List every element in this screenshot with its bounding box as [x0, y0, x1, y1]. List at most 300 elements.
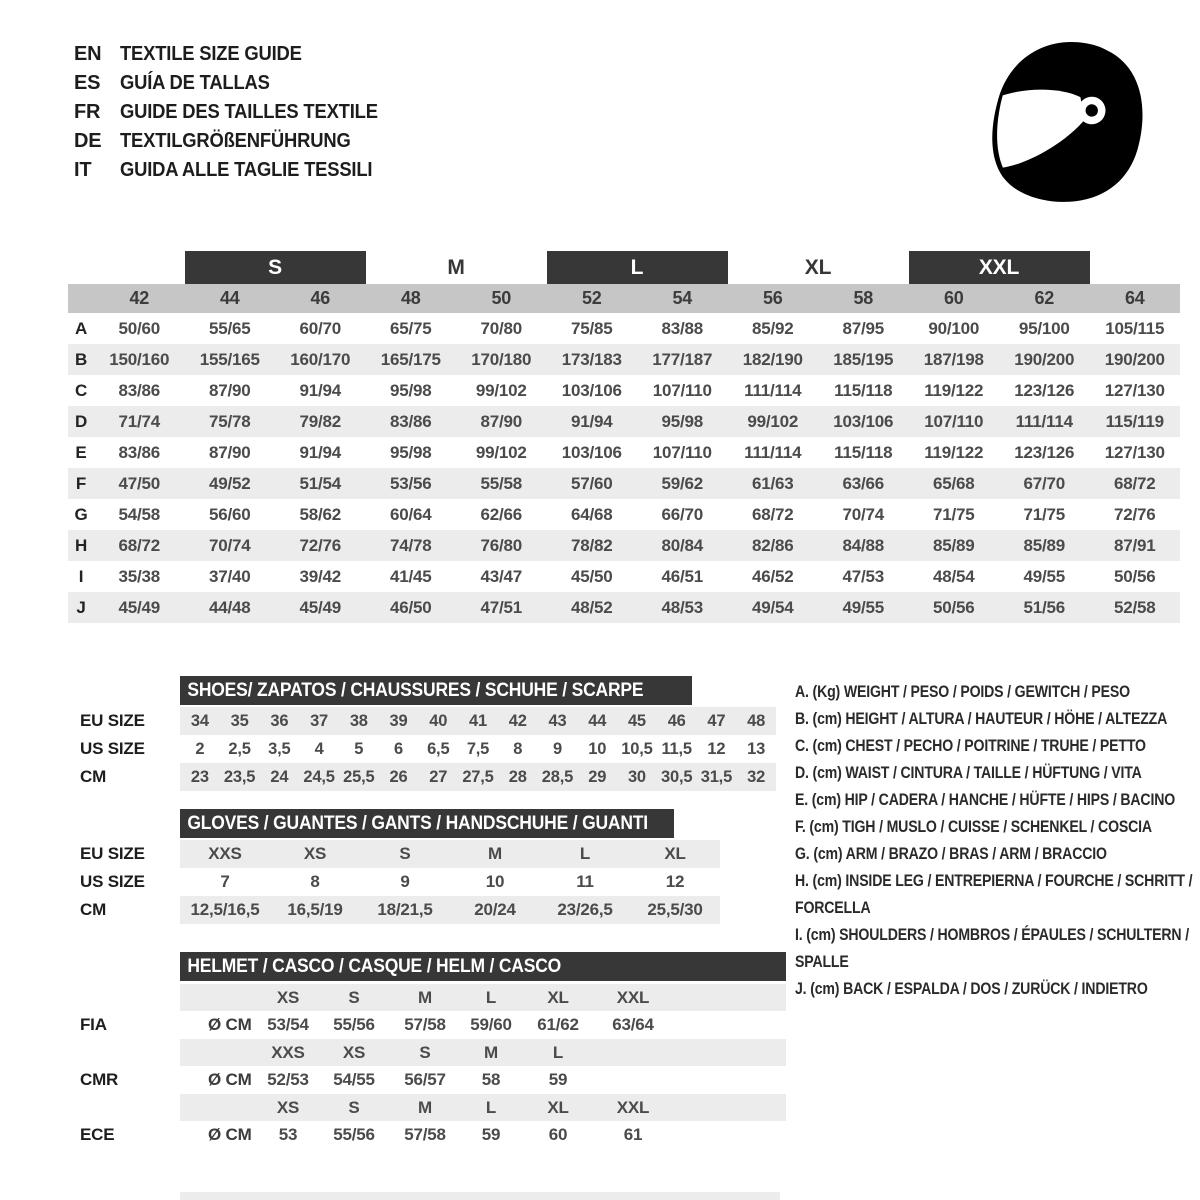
helmet-size-cell: 59 [481, 1125, 501, 1144]
gloves-size-cell: L [579, 844, 591, 863]
helmet-size-cell: 63/64 [612, 1015, 654, 1034]
helmet-size-cell: L [485, 987, 497, 1007]
size-number: 60 [943, 288, 964, 308]
measurement-cell: 45/49 [118, 597, 161, 617]
shoes-size-cell: 48 [747, 711, 766, 730]
measurement-row-label: A [74, 318, 88, 338]
measurement-cell: 87/95 [842, 318, 885, 338]
measurement-cell: 107/110 [652, 380, 712, 400]
measurement-cell: 83/86 [118, 442, 161, 462]
shoes-size-cell: 24,5 [303, 767, 335, 786]
shoes-size-cell: 38 [349, 711, 368, 730]
shoes-size-cell: 41 [469, 711, 487, 730]
measurement-row-values [94, 443, 1180, 463]
shoes-size-cell: 34 [190, 711, 209, 730]
size-number: 56 [762, 288, 783, 308]
measurement-cell: 127/130 [1104, 442, 1165, 462]
helmet-cmr-label: CMR [80, 1070, 119, 1089]
measurement-cell: 82/86 [751, 535, 794, 555]
measurement-cell: 187/198 [923, 349, 984, 369]
size-number: 50 [491, 288, 512, 308]
measurement-cell: 55/65 [208, 318, 251, 338]
measurement-cell: 45/49 [299, 597, 342, 617]
measurement-row [68, 561, 1180, 592]
shoes-size-cell: 8 [513, 739, 523, 758]
measurement-cell: 58/62 [299, 504, 342, 524]
shoes-size-cell: 6 [394, 739, 404, 758]
helmet-table-title: HELMET / CASCO / CASQUE / HELM / CASCO [187, 955, 562, 977]
measurement-cell: 52/58 [1113, 597, 1156, 617]
helmet-size-cell: M [418, 987, 432, 1007]
helmet-size-cell: S [419, 1042, 431, 1062]
shoes-size-cell: 3,5 [268, 739, 291, 758]
gloves-size-cell: 7 [220, 872, 230, 891]
measurement-cell: 44/48 [208, 597, 251, 617]
size-s-header: S [185, 251, 366, 284]
measurement-cell: 111/114 [1015, 411, 1073, 431]
measurement-cell: 115/119 [1105, 411, 1164, 431]
measurement-cell: 45/50 [570, 566, 613, 586]
gloves-size-cell: XXS [208, 844, 242, 863]
shoes-size-cell: 7,5 [466, 739, 490, 758]
measurement-row-label: F [75, 473, 87, 493]
gloves-table-header [180, 809, 674, 838]
language-title: TEXTILGRÖßENFÜHRUNG [120, 130, 351, 152]
measurement-row-values [94, 598, 1180, 618]
measurement-cell: 78/82 [570, 535, 613, 555]
size-number: 52 [581, 288, 602, 308]
language-title: GUIDE DES TAILLES TEXTILE [120, 101, 378, 123]
gloves-size-cell: 16,5/19 [287, 900, 343, 919]
measurement-cell: 111/114 [744, 442, 802, 462]
helmet-size-cell: 52/53 [267, 1070, 309, 1089]
shoes-size-cell: 28 [508, 767, 527, 786]
helmet-fia-sizes-row [180, 984, 786, 1011]
language-title-block [74, 40, 400, 185]
diameter-cm-label: Ø CM [208, 1125, 252, 1144]
shoes-size-cell: 44 [588, 711, 607, 730]
shoes-size-cell: 47 [707, 711, 726, 730]
size-xxl-header: XXL [909, 251, 1090, 284]
legend-item: D. (cm) WAIST / CINTURA / TAILLE / HÜFTUNG / VITA [795, 763, 1142, 782]
measurement-cell: 107/110 [652, 442, 712, 462]
measurement-cell: 103/106 [561, 442, 622, 462]
shoes-cm-row [180, 763, 776, 791]
gloves-size-cell: 12,5/16,5 [190, 900, 260, 919]
measurement-cell: 50/60 [118, 318, 161, 338]
shoes-size-cell: 32 [747, 767, 766, 786]
measurement-cell: 46/51 [661, 566, 704, 586]
helmet-size-cell: XL [547, 987, 569, 1007]
measurement-rows [68, 313, 1180, 623]
gloves-size-cell: M [488, 844, 502, 863]
measurement-cell: 95/98 [661, 411, 704, 431]
measurement-cell: 105/115 [1105, 318, 1165, 338]
measurement-cell: 46/50 [389, 597, 432, 617]
gloves-eu-size-row [180, 840, 720, 868]
measurement-cell: 57/60 [570, 473, 613, 493]
measurement-cell: 127/130 [1104, 380, 1165, 400]
legend-item: J. (cm) BACK / ESPALDA / DOS / ZURÜCK / INDIETRO [795, 979, 1148, 998]
helmet-size-cell: 61/62 [537, 1015, 579, 1034]
measurement-cell: 85/89 [1023, 535, 1066, 555]
measurement-row-values [94, 381, 1180, 401]
gloves-cm-label: CM [80, 900, 107, 919]
helmet-ece-values-row [180, 1121, 786, 1149]
measurement-row-label: H [74, 535, 88, 555]
language-code: DE [74, 130, 102, 152]
shoes-size-cell: 27,5 [462, 767, 494, 786]
measurement-cell: 91/94 [299, 442, 342, 462]
shoes-size-cell: 45 [627, 711, 646, 730]
size-number: 58 [853, 288, 874, 308]
measurement-cell: 170/180 [471, 349, 532, 369]
measurement-row [68, 499, 1180, 530]
measurement-row [68, 468, 1180, 499]
helmet-size-cell: M [418, 1097, 432, 1117]
measurement-cell: 48/53 [661, 597, 704, 617]
measurement-cell: 56/60 [208, 504, 251, 524]
helmet-fia-label: FIA [80, 1015, 107, 1034]
shoes-size-cell: 23 [190, 767, 209, 786]
shoes-size-cell: 30,5 [661, 767, 693, 786]
shoes-size-cell: 28,5 [541, 767, 574, 786]
measurement-cell: 165/175 [380, 349, 441, 369]
language-title: GUIDA ALLE TAGLIE TESSILI [120, 159, 373, 181]
gloves-size-cell: 18/21,5 [377, 900, 433, 919]
shoes-size-cell: 39 [389, 711, 408, 730]
shoes-size-cell: 35 [230, 711, 249, 730]
measurement-cell: 47/51 [480, 597, 523, 617]
measurement-cell: 51/54 [299, 473, 342, 493]
measurement-cell: 115/118 [834, 442, 893, 462]
measurement-cell: 80/84 [661, 535, 704, 555]
measurement-row [68, 437, 1180, 468]
measurement-cell: 67/70 [1023, 473, 1066, 493]
measurement-cell: 75/85 [570, 318, 613, 338]
legend-item: G. (cm) ARM / BRAZO / BRAS / ARM / BRACCIO [795, 844, 1107, 863]
shoes-cm-label: CM [80, 767, 107, 786]
measurement-cell: 85/92 [751, 318, 794, 338]
measurement-row-values [94, 350, 1180, 370]
measurement-cell: 65/75 [389, 318, 432, 338]
gloves-us-size-label: US SIZE [80, 872, 145, 891]
measurement-cell: 103/106 [561, 380, 622, 400]
measurement-row-label: E [75, 442, 87, 462]
measurement-cell: 91/94 [570, 411, 613, 431]
measurement-cell: 123/126 [1014, 380, 1075, 400]
measurement-cell: 85/89 [932, 535, 975, 555]
gloves-size-cell: 9 [400, 872, 410, 891]
language-row [74, 156, 400, 185]
measurement-row-values [94, 412, 1180, 432]
measurement-cell: 46/52 [751, 566, 794, 586]
helmet-size-cell: 55/56 [333, 1125, 375, 1144]
measurement-row [68, 530, 1180, 561]
gloves-eu-size-label: EU SIZE [80, 844, 145, 863]
helmet-size-cell: 57/58 [404, 1015, 446, 1034]
measurement-cell: 47/53 [842, 566, 885, 586]
size-number: 48 [400, 288, 421, 308]
measurement-cell: 51/56 [1023, 597, 1066, 617]
shoes-size-cell: 29 [588, 767, 607, 786]
measurement-row [68, 313, 1180, 344]
measurement-row [68, 406, 1180, 437]
shoes-size-cell: 25,5 [343, 767, 375, 786]
measurement-cell: 35/38 [118, 566, 161, 586]
measurement-cell: 50/56 [1113, 566, 1156, 586]
textile-size-table [68, 251, 1180, 623]
measurement-cell: 43/47 [480, 566, 523, 586]
gloves-us-size-row [180, 868, 720, 896]
measurement-cell: 68/72 [1113, 473, 1156, 493]
measurement-row-label: D [74, 411, 88, 431]
gloves-size-cell: XL [664, 844, 686, 863]
measurement-cell: 76/80 [480, 535, 523, 555]
helmet-size-cell: XS [342, 1042, 366, 1062]
measurement-row-values [94, 474, 1180, 494]
measurement-cell: 55/58 [480, 473, 523, 493]
shoes-us-size-row [180, 735, 776, 763]
measurement-cell: 70/80 [480, 318, 523, 338]
shoes-size-cell: 10 [588, 739, 607, 758]
gloves-size-cell: 23/26,5 [557, 900, 613, 919]
shoes-size-cell: 31,5 [700, 767, 733, 786]
measurement-cell: 173/183 [561, 349, 622, 369]
shoes-size-cell: 42 [508, 711, 527, 730]
size-number: 46 [310, 288, 331, 308]
measurement-cell: 119/122 [924, 442, 984, 462]
racing-helmet-icon [972, 26, 1162, 216]
measurement-cell: 47/50 [118, 473, 161, 493]
shoes-size-cell: 43 [548, 711, 567, 730]
shoes-size-cell: 4 [314, 739, 324, 758]
measurement-cell: 53/56 [389, 473, 432, 493]
measurement-cell: 75/78 [208, 411, 251, 431]
shoes-size-cell: 5 [354, 739, 364, 758]
shoes-size-cell: 30 [627, 767, 646, 786]
helmet-size-cell: 57/58 [404, 1125, 446, 1144]
shoes-size-cell: 46 [667, 711, 686, 730]
helmet-size-cell: 56/57 [404, 1070, 446, 1089]
measurement-cell: 87/90 [208, 380, 251, 400]
measurement-cell: 87/91 [1113, 535, 1156, 555]
shoes-size-cell: 40 [429, 711, 448, 730]
helmet-size-cell: 60 [548, 1125, 568, 1144]
measurement-cell: 66/70 [661, 504, 704, 524]
helmet-size-cell: 59 [548, 1070, 568, 1089]
size-xl-header: XL [804, 255, 832, 279]
shoes-size-cell: 11,5 [661, 739, 692, 758]
measurement-cell: 119/122 [924, 380, 984, 400]
helmet-cmr-values-row [180, 1066, 786, 1094]
shoes-size-cell: 23,5 [223, 767, 256, 786]
measurement-row-label: G [74, 504, 88, 524]
measurement-row-label: J [76, 597, 86, 617]
helmet-size-cell: L [485, 1097, 497, 1117]
shoes-eu-size-label: EU SIZE [80, 711, 145, 730]
shoes-eu-size-row [180, 707, 776, 735]
measurement-row-label: B [74, 349, 88, 369]
measurement-cell: 48/52 [570, 597, 613, 617]
shoes-size-cell: 37 [310, 711, 329, 730]
gloves-size-cell: 10 [485, 872, 505, 891]
helmet-size-cell: 55/56 [333, 1015, 375, 1034]
gloves-cm-row [180, 896, 720, 924]
measurement-cell: 160/170 [290, 349, 351, 369]
measurement-cell: 74/78 [389, 535, 432, 555]
measurement-row-label: I [78, 566, 84, 586]
measurement-cell: 115/118 [834, 380, 893, 400]
measurement-cell: 37/40 [208, 566, 251, 586]
size-group-header [68, 251, 1180, 284]
measurement-cell: 59/62 [661, 473, 704, 493]
measurement-cell: 61/63 [751, 473, 794, 493]
language-row [74, 40, 400, 69]
measurement-row-label: C [74, 380, 88, 400]
measurement-cell: 63/66 [842, 473, 885, 493]
measurement-row [68, 375, 1180, 406]
measurement-cell: 182/190 [742, 349, 803, 369]
measurement-cell: 79/82 [299, 411, 342, 431]
language-title: TEXTILE SIZE GUIDE [120, 43, 302, 65]
shoes-size-cell: 24 [270, 767, 289, 786]
measurement-cell: 72/76 [1113, 504, 1156, 524]
measurement-cell: 177/187 [652, 349, 713, 369]
measurement-legend [795, 678, 1195, 1002]
helmet-size-cell: XS [276, 987, 300, 1007]
measurement-row-values [94, 505, 1180, 525]
language-code: EN [74, 43, 102, 65]
measurement-cell: 71/75 [932, 504, 975, 524]
diameter-cm-label: Ø CM [208, 1015, 252, 1034]
measurement-row [68, 592, 1180, 623]
legend-item: B. (cm) HEIGHT / ALTURA / HAUTEUR / HÖHE / ALTEZZA [795, 709, 1168, 728]
language-row [74, 127, 400, 156]
shoes-size-cell: 2,5 [228, 739, 251, 758]
measurement-cell: 95/98 [389, 380, 432, 400]
measurement-cell: 87/90 [480, 411, 523, 431]
measurement-cell: 71/75 [1023, 504, 1066, 524]
legend-item: E. (cm) HIP / CADERA / HANCHE / HÜFTE / HIPS / BACINO [795, 790, 1176, 809]
helmet-size-cell: 59/60 [470, 1015, 512, 1034]
measurement-cell: 190/200 [1104, 349, 1165, 369]
measurement-row-values [94, 319, 1180, 339]
helmet-table-header [180, 952, 786, 981]
measurement-cell: 185/195 [833, 349, 894, 369]
legend-item: H. (cm) INSIDE LEG / ENTREPIERNA / FOURCHE / SCHRITT / FORCELLA [795, 871, 1193, 917]
helmet-ece-sizes-row [180, 1094, 786, 1121]
helmet-size-cell: M [484, 1042, 498, 1062]
size-number: 42 [129, 288, 150, 308]
helmet-size-cell: XXS [271, 1042, 305, 1062]
measurement-cell: 64/68 [570, 504, 613, 524]
measurement-cell: 49/55 [842, 597, 885, 617]
gloves-size-cell: 11 [576, 872, 594, 891]
helmet-size-cell: XL [547, 1097, 569, 1117]
measurement-cell: 99/102 [475, 442, 527, 462]
measurement-cell: 103/106 [833, 411, 894, 431]
shoes-size-cell: 12 [707, 739, 726, 758]
measurement-cell: 62/66 [480, 504, 523, 524]
measurement-cell: 54/58 [118, 504, 161, 524]
measurement-cell: 95/100 [1018, 318, 1070, 338]
measurement-row [68, 344, 1180, 375]
measurement-cell: 150/160 [109, 349, 170, 369]
measurement-cell: 60/64 [389, 504, 432, 524]
language-code: FR [74, 101, 101, 123]
measurement-cell: 87/90 [208, 442, 251, 462]
diameter-cm-label: Ø CM [208, 1070, 252, 1089]
measurement-cell: 99/102 [747, 411, 799, 431]
helmet-size-cell: 54/55 [333, 1070, 375, 1089]
helmet-size-cell: XS [276, 1097, 300, 1117]
language-code: ES [74, 72, 101, 94]
helmet-size-cell: 53/54 [267, 1015, 309, 1034]
shoes-table-title: SHOES/ ZAPATOS / CHAUSSURES / SCHUHE / SCARPE [187, 679, 644, 701]
measurement-cell: 49/55 [1023, 566, 1066, 586]
size-number: 44 [219, 288, 240, 308]
shoes-size-cell: 13 [747, 739, 766, 758]
measurement-cell: 95/98 [389, 442, 432, 462]
measurement-cell: 83/86 [118, 380, 161, 400]
shoes-size-cell: 10,5 [621, 739, 653, 758]
size-m-header: M [447, 255, 465, 279]
measurement-cell: 49/52 [208, 473, 251, 493]
measurement-cell: 48/54 [932, 566, 975, 586]
legend-item: C. (cm) CHEST / PECHO / POITRINE / TRUHE / PETTO [795, 736, 1146, 755]
size-number: 64 [1124, 288, 1145, 308]
measurement-cell: 68/72 [118, 535, 161, 555]
measurement-cell: 84/88 [842, 535, 885, 555]
helmet-size-cell: L [552, 1042, 564, 1062]
measurement-cell: 41/45 [389, 566, 432, 586]
size-l-header: L [547, 251, 728, 284]
helmet-size-cell: 53 [278, 1125, 298, 1144]
measurement-cell: 107/110 [924, 411, 984, 431]
measurement-row-values [94, 536, 1180, 556]
gloves-size-cell: 8 [310, 872, 320, 891]
helmet-ece-label: ECE [80, 1125, 115, 1144]
shoes-size-cell: 2 [195, 739, 205, 758]
measurement-cell: 83/86 [389, 411, 432, 431]
gloves-size-cell: 25,5/30 [647, 900, 703, 919]
size-number: 62 [1034, 288, 1055, 308]
gloves-table-title: GLOVES / GUANTES / GANTS / HANDSCHUHE / GUANTI [187, 812, 648, 834]
measurement-cell: 190/200 [1014, 349, 1075, 369]
size-number-row [68, 284, 1180, 313]
gloves-size-cell: S [399, 844, 411, 863]
helmet-size-cell: 58 [481, 1070, 501, 1089]
helmet-size-cell: XXL [616, 1097, 650, 1117]
measurement-cell: 50/56 [932, 597, 975, 617]
measurement-cell: 70/74 [842, 504, 885, 524]
bottom-divider [180, 1192, 780, 1200]
size-number: 54 [672, 288, 693, 308]
shoes-size-cell: 9 [552, 739, 562, 758]
measurement-cell: 155/165 [199, 349, 260, 369]
measurement-cell: 72/76 [299, 535, 342, 555]
measurement-cell: 70/74 [208, 535, 251, 555]
helmet-fia-values-row [180, 1011, 786, 1039]
helmet-cmr-sizes-row [180, 1039, 786, 1066]
helmet-size-cell: 61 [623, 1125, 643, 1144]
measurement-cell: 60/70 [299, 318, 342, 338]
measurement-cell: 90/100 [928, 318, 980, 338]
gloves-size-cell: XS [303, 844, 327, 863]
helmet-size-cell: S [348, 987, 360, 1007]
shoes-size-cell: 36 [270, 711, 289, 730]
